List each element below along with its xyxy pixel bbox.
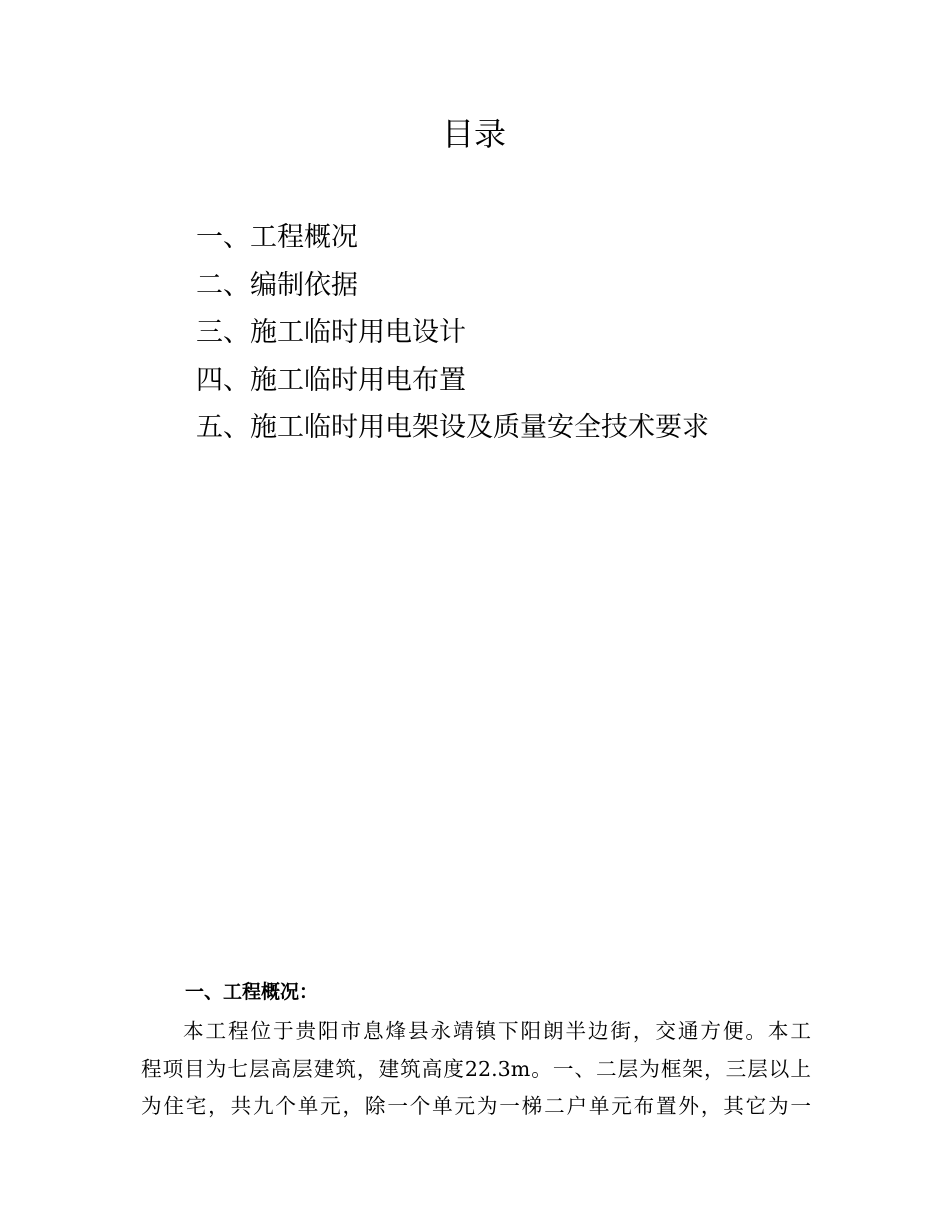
toc-item-2[interactable]: 二、编制依据: [196, 269, 358, 301]
paragraph-line: 为住宅，共九个单元，除一个单元为一梯二户单元布置外，其它为一: [141, 1094, 811, 1118]
project-overview-paragraph: [141, 1013, 811, 1126]
toc-title: [442, 112, 506, 156]
toc-item-3[interactable]: 三、施工临时用电设计: [196, 317, 466, 348]
paragraph-line: 本工程位于贵阳市息烽县永靖镇下阳朗半边街，交通方便。本工: [183, 1019, 811, 1043]
section-heading-project-overview: 一、工程概况：: [185, 981, 319, 1003]
toc-item-4[interactable]: 四、施工临时用电布置: [196, 364, 466, 396]
toc-item-1[interactable]: 一、工程概况: [196, 222, 358, 253]
toc-item-5[interactable]: 五、施工临时用电架设及质量安全技术要求: [196, 412, 709, 443]
toc-title-char-2: 录: [474, 115, 507, 153]
toc-title-char-1: 目: [442, 115, 475, 153]
toc-list: [196, 214, 709, 452]
paragraph-line: 程项目为七层高层建筑，建筑高度22.3m。一、二层为框架，三层以上: [141, 1056, 811, 1081]
